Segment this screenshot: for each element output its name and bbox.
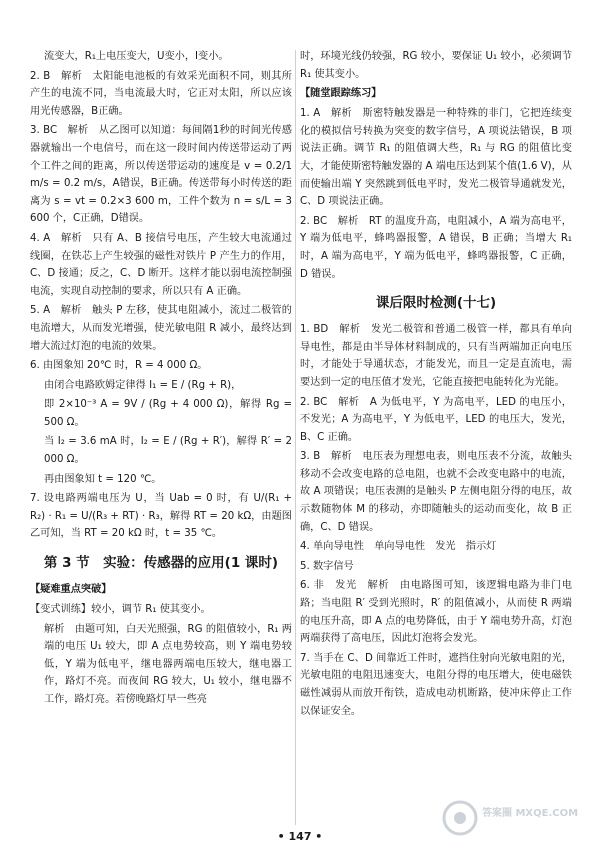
answer-6-formula-1: 由闭合电路欧姆定律得 I₁ = E / (Rg + R)， (44, 379, 242, 391)
answer-1-cont: 流变大，R₁上电压变大，U变小，I变小。 (44, 51, 229, 62)
test-section-title: 课后限时检测(十七) (375, 295, 497, 312)
page-number: • 147 • (277, 830, 323, 843)
practice-1: 1. A 解析 斯密特触发器是一种特殊的非门，它把连续变化的模拟信号转换为突变的数字信号，A 项说法错误，B 项说法正确。调节 R₁ 的阻值调大些，R₁ 与 RG 的阻值比变大，才能使斯密特触发器的 A 端电压达到某个值(1.6 V)，从而使输出端 Y 突然跳到低电平时，发光二极管导通就发光，C、D 项说法正确。 (300, 108, 572, 208)
test-4: 4. 单向导电性 单向导电性 发光 指示灯 (300, 541, 497, 553)
test-3: 3. B 解析 电压表为理想电表，则电压表不分流，故触头移动不会改变电路的总电阻，也就不会改变电路中的电流，故 A 项错误；电压表测的是触头 P 左侧电阻分得的电压，故示数随物体 M 的移动，亦即随触头的运动而变化，故 B 正确，C、D 错误。 (300, 451, 572, 533)
answer-6-result: 再由图象知 t = 120 ℃。 (44, 473, 162, 485)
watermark-logo (440, 790, 580, 852)
right-column (300, 48, 572, 722)
section-title: 第 3 节 实验：传感器的应用(1 课时) (43, 555, 279, 572)
answer-5: 5. A 解析 触头 P 左移，使其电阻减小，流过二极管的电流增大，从而发光增强，使光敏电阻 R 减小，最终达到增大流过灯泡的电流的效果。 (30, 305, 292, 352)
test-5: 5. 数字信号 (300, 560, 354, 572)
test-2: 2. BC 解析 A 为低电平，Y 为高电平，LED 的电压小，不发光；A 为高电平，Y 为低电平，LED 的电压大，发光，B、C 正确。 (300, 396, 572, 443)
variant-analysis: 解析 由题可知，白天光照强，RG 的阻值较小，R₁ 两端的电压 U₁ 较大，即 A 点电势较高，则 Y 端电势较低，Y 端为低电平，继电器两端电压较大，继电器工作，路灯不亮。而夜间 RG 较大，U₁ 较小，继电器不工作，路灯亮。若傍晚路灯早一些亮 (44, 623, 292, 705)
section-tag: 【疑难重点突破】 (30, 584, 112, 596)
test-1: 1. BD 解析 发光二极管和普通二极管一样，都具有单向导电性，都是由半导体材料制成的，只有当两端加正向电压时，才能处于导通状态，才能发光，而且一定是直流电，需要达到一定的电压值才发光，它能直接把电能转化为光能。 (300, 324, 572, 388)
answer-6: 6. 由图象知 20℃ 时，R = 4 000 Ω。 (30, 360, 208, 372)
answer-2: 2. B 解析 太阳能电池板的有效采光面积不同，则其所产生的电流不同，当电流最大时，它正对太阳，所以应该用光传感器，B正确。 (30, 70, 292, 117)
left-column (30, 48, 292, 711)
practice-2: 2. BC 解析 RT 的温度升高，电阻减小，A 端为高电平，Y 端为低电平，蜂鸣器报警，A 错误，B 正确；当增大 R₁ 时，A 端为高电平，Y 端为低电平，蜂鸣器报警，C 正确，D 错误。 (300, 215, 572, 280)
watermark-text: 答案圈 MXQE.COM (482, 808, 579, 819)
practice-tag: 【随堂跟踪练习】 (300, 88, 382, 100)
test-7: 7. 当手在 C、D 间靠近工件时，遮挡住射向光敏电阻的光，光敏电阻的电阻迅速变大，电阻分得的电压增大，使电磁铁磁性减弱从而放开衔铁，造成电动机断路，使冲床停止工作以保证安全。 (300, 652, 572, 717)
variant-training: 【变式训练】较小，调节 R₁ 使其变小。 (30, 604, 211, 616)
answer-7: 7. 设电路两端电压为 U，当 Uab = 0 时，有 U/(R₁ + R₂) · R₁ = U/(R₃ + RT) · R₃，解得 RT = 20 kΩ，由题图乙可知，当 RT = 20 kΩ 时，t = 35 ℃。 (30, 493, 292, 540)
column-divider (295, 50, 296, 825)
answer-4: 4. A 解析 只有 A、B 接信号电压，产生较大电流通过线圈，在铁芯上产生较强的磁性对铁片 P 产生力的作用，C、D 接通；反之，C、D 断开。这样才能以弱电流控制强电流，实现自动控制的要求，所以只有 A 正确。 (30, 232, 292, 297)
right-cont: 时，环境光线仍较强，RG 较小，要保证 U₁ 较小，必须调节 R₁ 使其变小。 (300, 51, 572, 80)
answer-6-formula-2: 即 2×10⁻³ A = 9V / (Rg + 4 000 Ω)，解得 Rg = 500 Ω。 (44, 399, 292, 428)
answer-6-formula-3: 当 I₂ = 3.6 mA 时，I₂ = E / (Rg + R′)，解得 R′ = 2 000 Ω。 (44, 436, 292, 466)
answer-3: 3. BC 解析 从乙图可以知道：每间隔1秒的时间光传感器就输出一个电信号，而在这一段时间内传送带运动了两个工件之间的距离，所以传送带运动的速度是 v = 0.2/1 m/s = 0.2 m/s，A错误，B正确。传送带每小时传送的距离为 s = vt = 0.2×3 600 m，工件个数为 n = s/L = 3 600 个，C正确，D错误。 (30, 125, 292, 225)
test-6: 6. 非 发光 解析 由电路图可知，该逻辑电路为非门电路；当电阻 R′ 受到光照时，R′ 的阻值减小，从而使 R 两端的电压升高，即 A 点的电势降低，由于 Y 端电势升高，灯泡两端获得了高电压，因此灯泡将会发光。 (300, 580, 572, 645)
